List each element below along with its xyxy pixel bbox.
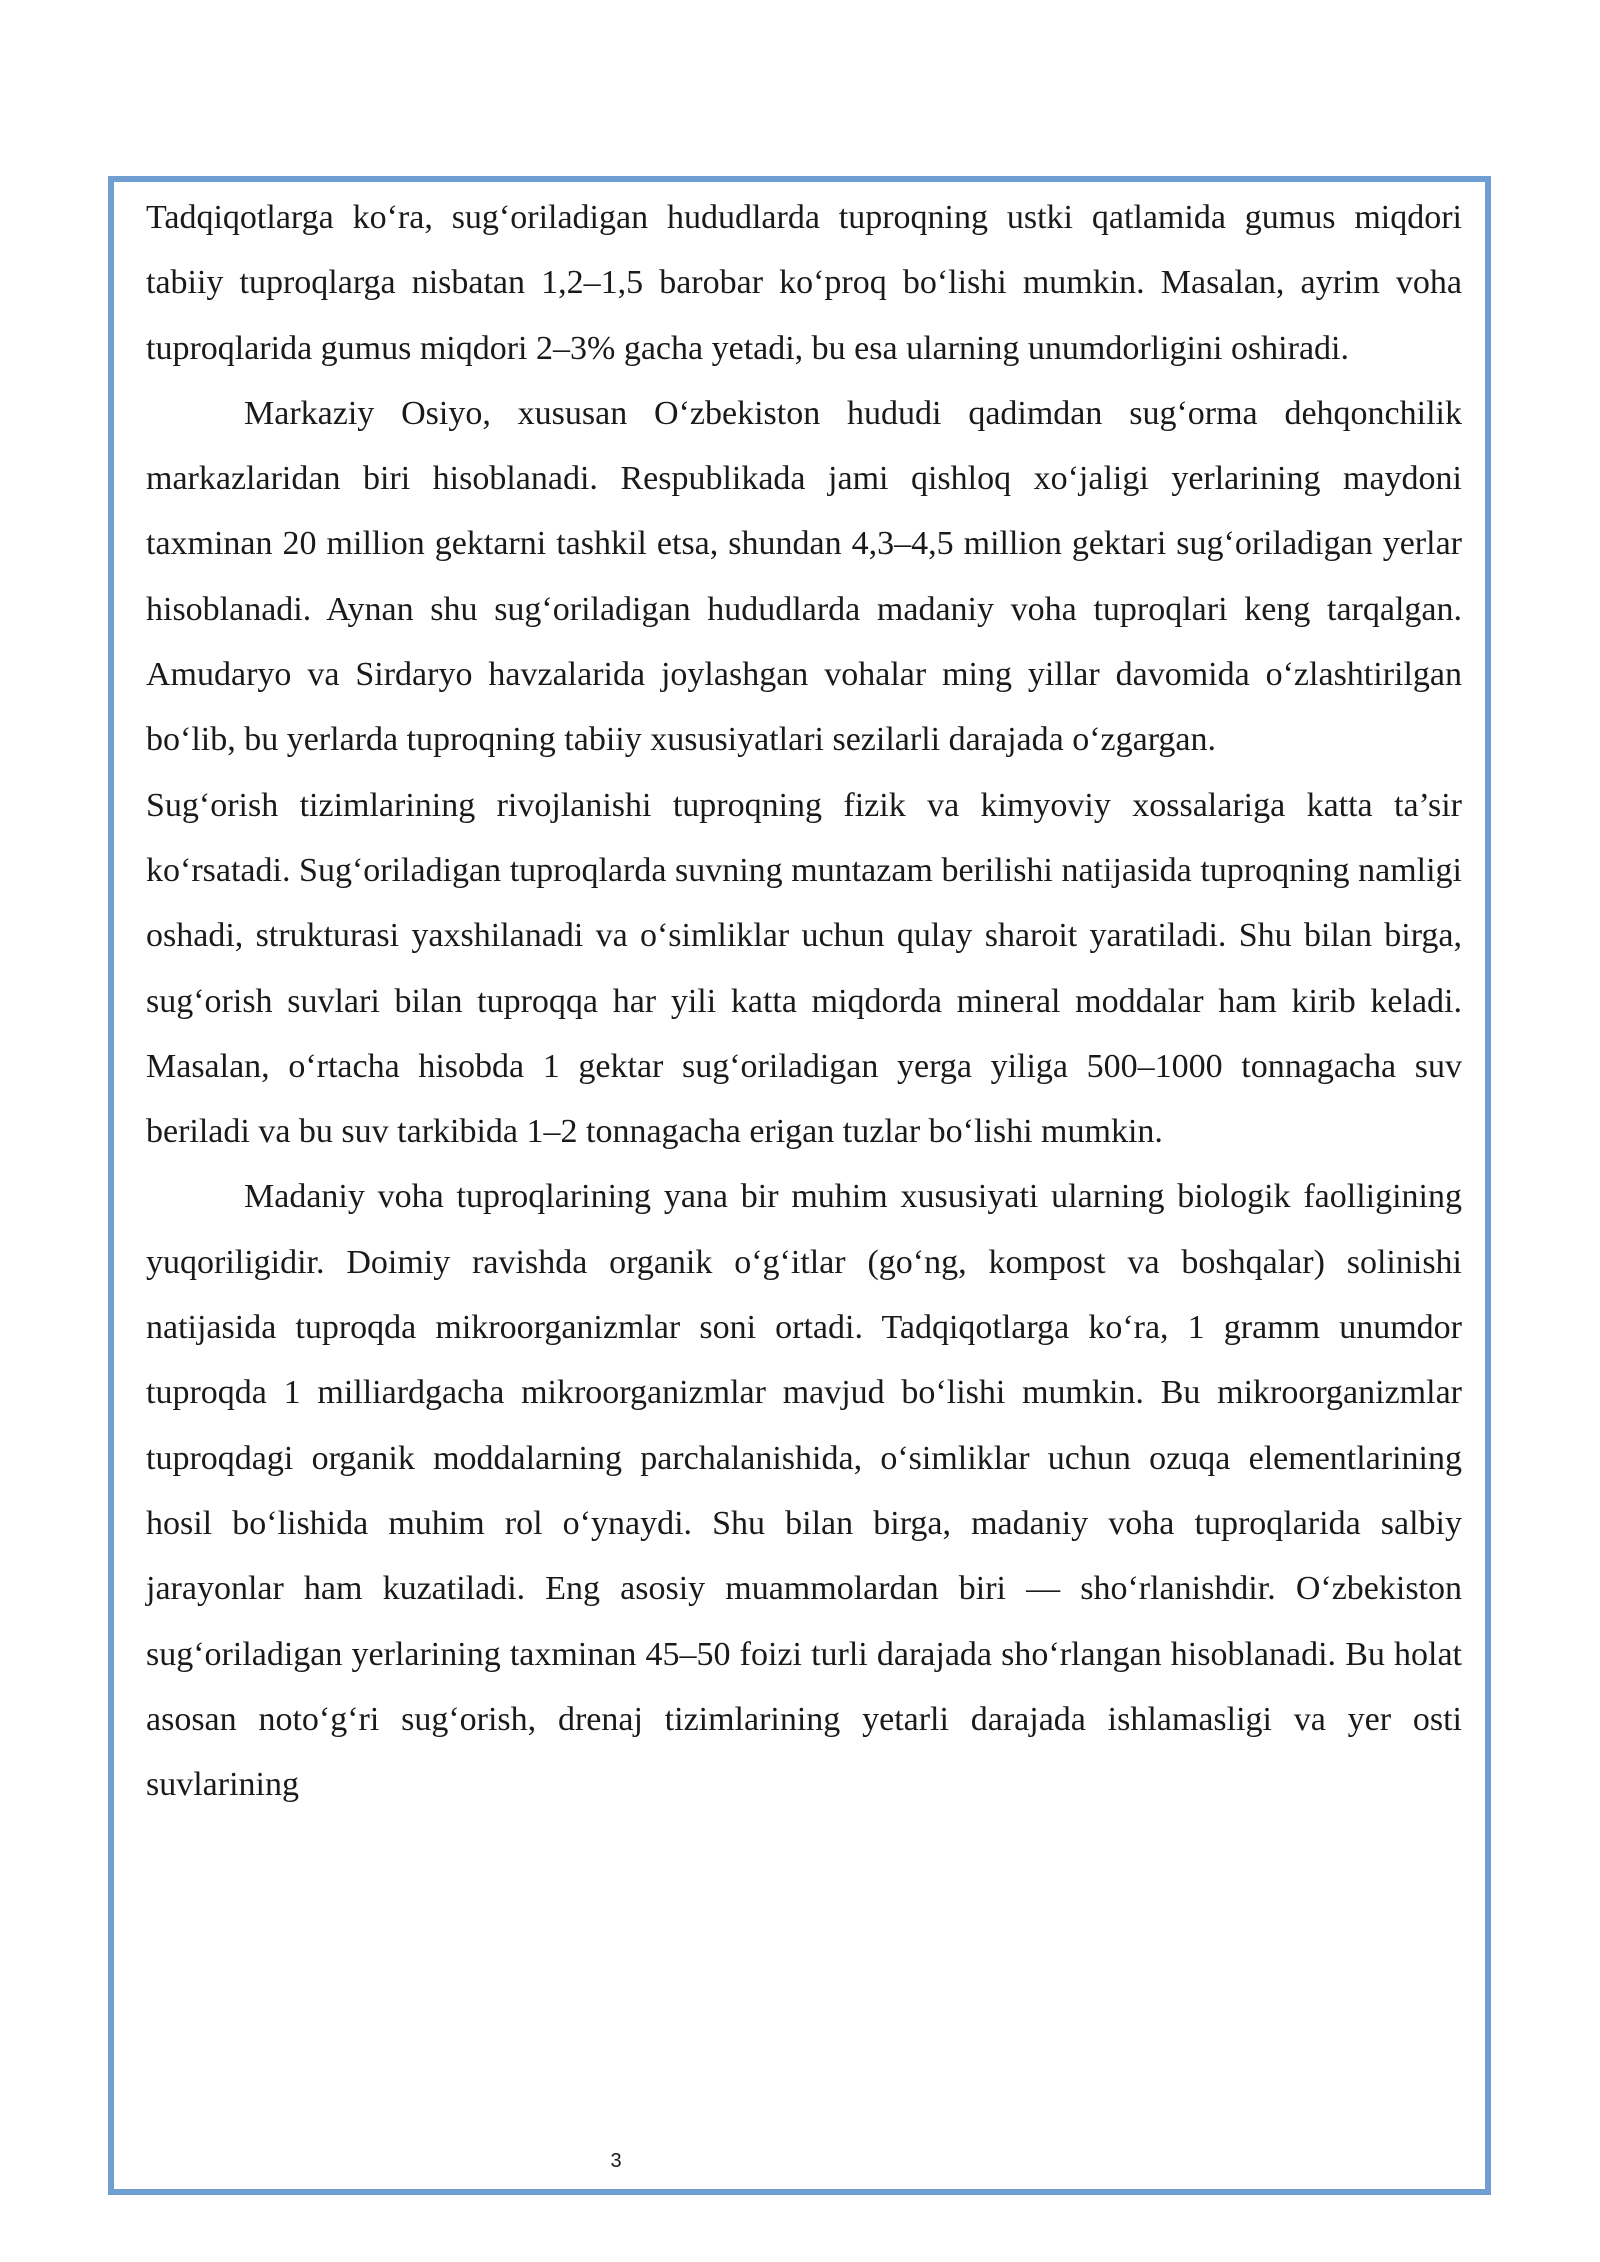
paragraph-4: Madaniy voha tuproqlarining yana bir muhim xususiyati ularning biologik faolligining yuqoriligidir. Doimiy ravishda organik o‘g‘itlar (go‘ng, kompost va boshqalar) solinishi natijasida tuproqda mikroorganizmlar soni ortadi. Tadqiqotlarga ko‘ra, 1 gramm unumdor tuproqda 1 milliardgacha mikroorganizmlar mavjud bo‘lishi mumkin. Bu mikroorganizmlar tuproqdagi organik moddalarning parchalanishida, o‘simliklar uchun ozuqa elementlarining hosil bo‘lishida muhim rol o‘ynaydi. Shu bilan birga, madaniy voha tuproqlarida salbiy jarayonlar ham kuzatiladi. Eng asosiy muammolardan biri — sho‘rlanishdir. O‘zbekiston sug‘oriladigan yerlarining taxminan 45–50 foizi turli darajada sho‘rlangan hisoblanadi. Bu holat asosan noto‘g‘ri sug‘orish, drenaj tizimlarining yetarli darajada ishlamasligi va yer osti suvlarining [146,1178,1462,1804]
paragraph-1: Tadqiqotlarga ko‘ra, sug‘oriladigan hududlarda tuproqning ustki qatlamida gumus miqdori tabiiy tuproqlarga nisbatan 1,2–1,5 barobar ko‘proq bo‘lishi mumkin. Masalan, ayrim voha tuproqlarida gumus miqdori 2–3% gacha yetadi, bu esa ularning unumdorligini oshiradi. [146,199,1462,367]
document-body [146,185,1462,1817]
paragraph-3: Sug‘orish tizimlarining rivojlanishi tuproqning fizik va kimyoviy xossalariga katta ta’sir ko‘rsatadi. Sug‘oriladigan tuproqlarda suvning muntazam berilishi natijasida tuproqning namligi oshadi, strukturasi yaxshilanadi va o‘simliklar uchun qulay sharoit yaratiladi. Shu bilan birga, sug‘orish suvlari bilan tuproqqa har yili katta miqdorda mineral moddalar ham kirib keladi. Masalan, o‘rtacha hisobda 1 gektar sug‘oriladigan yerga yiliga 500–1000 tonnagacha suv beriladi va bu suv tarkibida 1–2 tonnagacha erigan tuzlar bo‘lishi mumkin. [146,786,1462,1151]
paragraph-2: Markaziy Osiyo, xususan O‘zbekiston hududi qadimdan sug‘orma dehqonchilik markazlaridan biri hisoblanadi. Respublikada jami qishloq xo‘jaligi yerlarining maydoni taxminan 20 million gektarni tashkil etsa, shundan 4,3–4,5 million gektari sug‘oriladigan yerlar hisoblanadi. Aynan shu sug‘oriladigan hududlarda madaniy voha tuproqlari keng tarqalgan. Amudaryo va Sirdaryo havzalarida joylashgan vohalar ming yillar davomida o‘zlashtirilgan bo‘lib, bu yerlarda tuproqning tabiiy xususiyatlari sezilarli darajada o‘zgargan. [146,394,1462,759]
page-number: 3 [610,2150,622,2172]
